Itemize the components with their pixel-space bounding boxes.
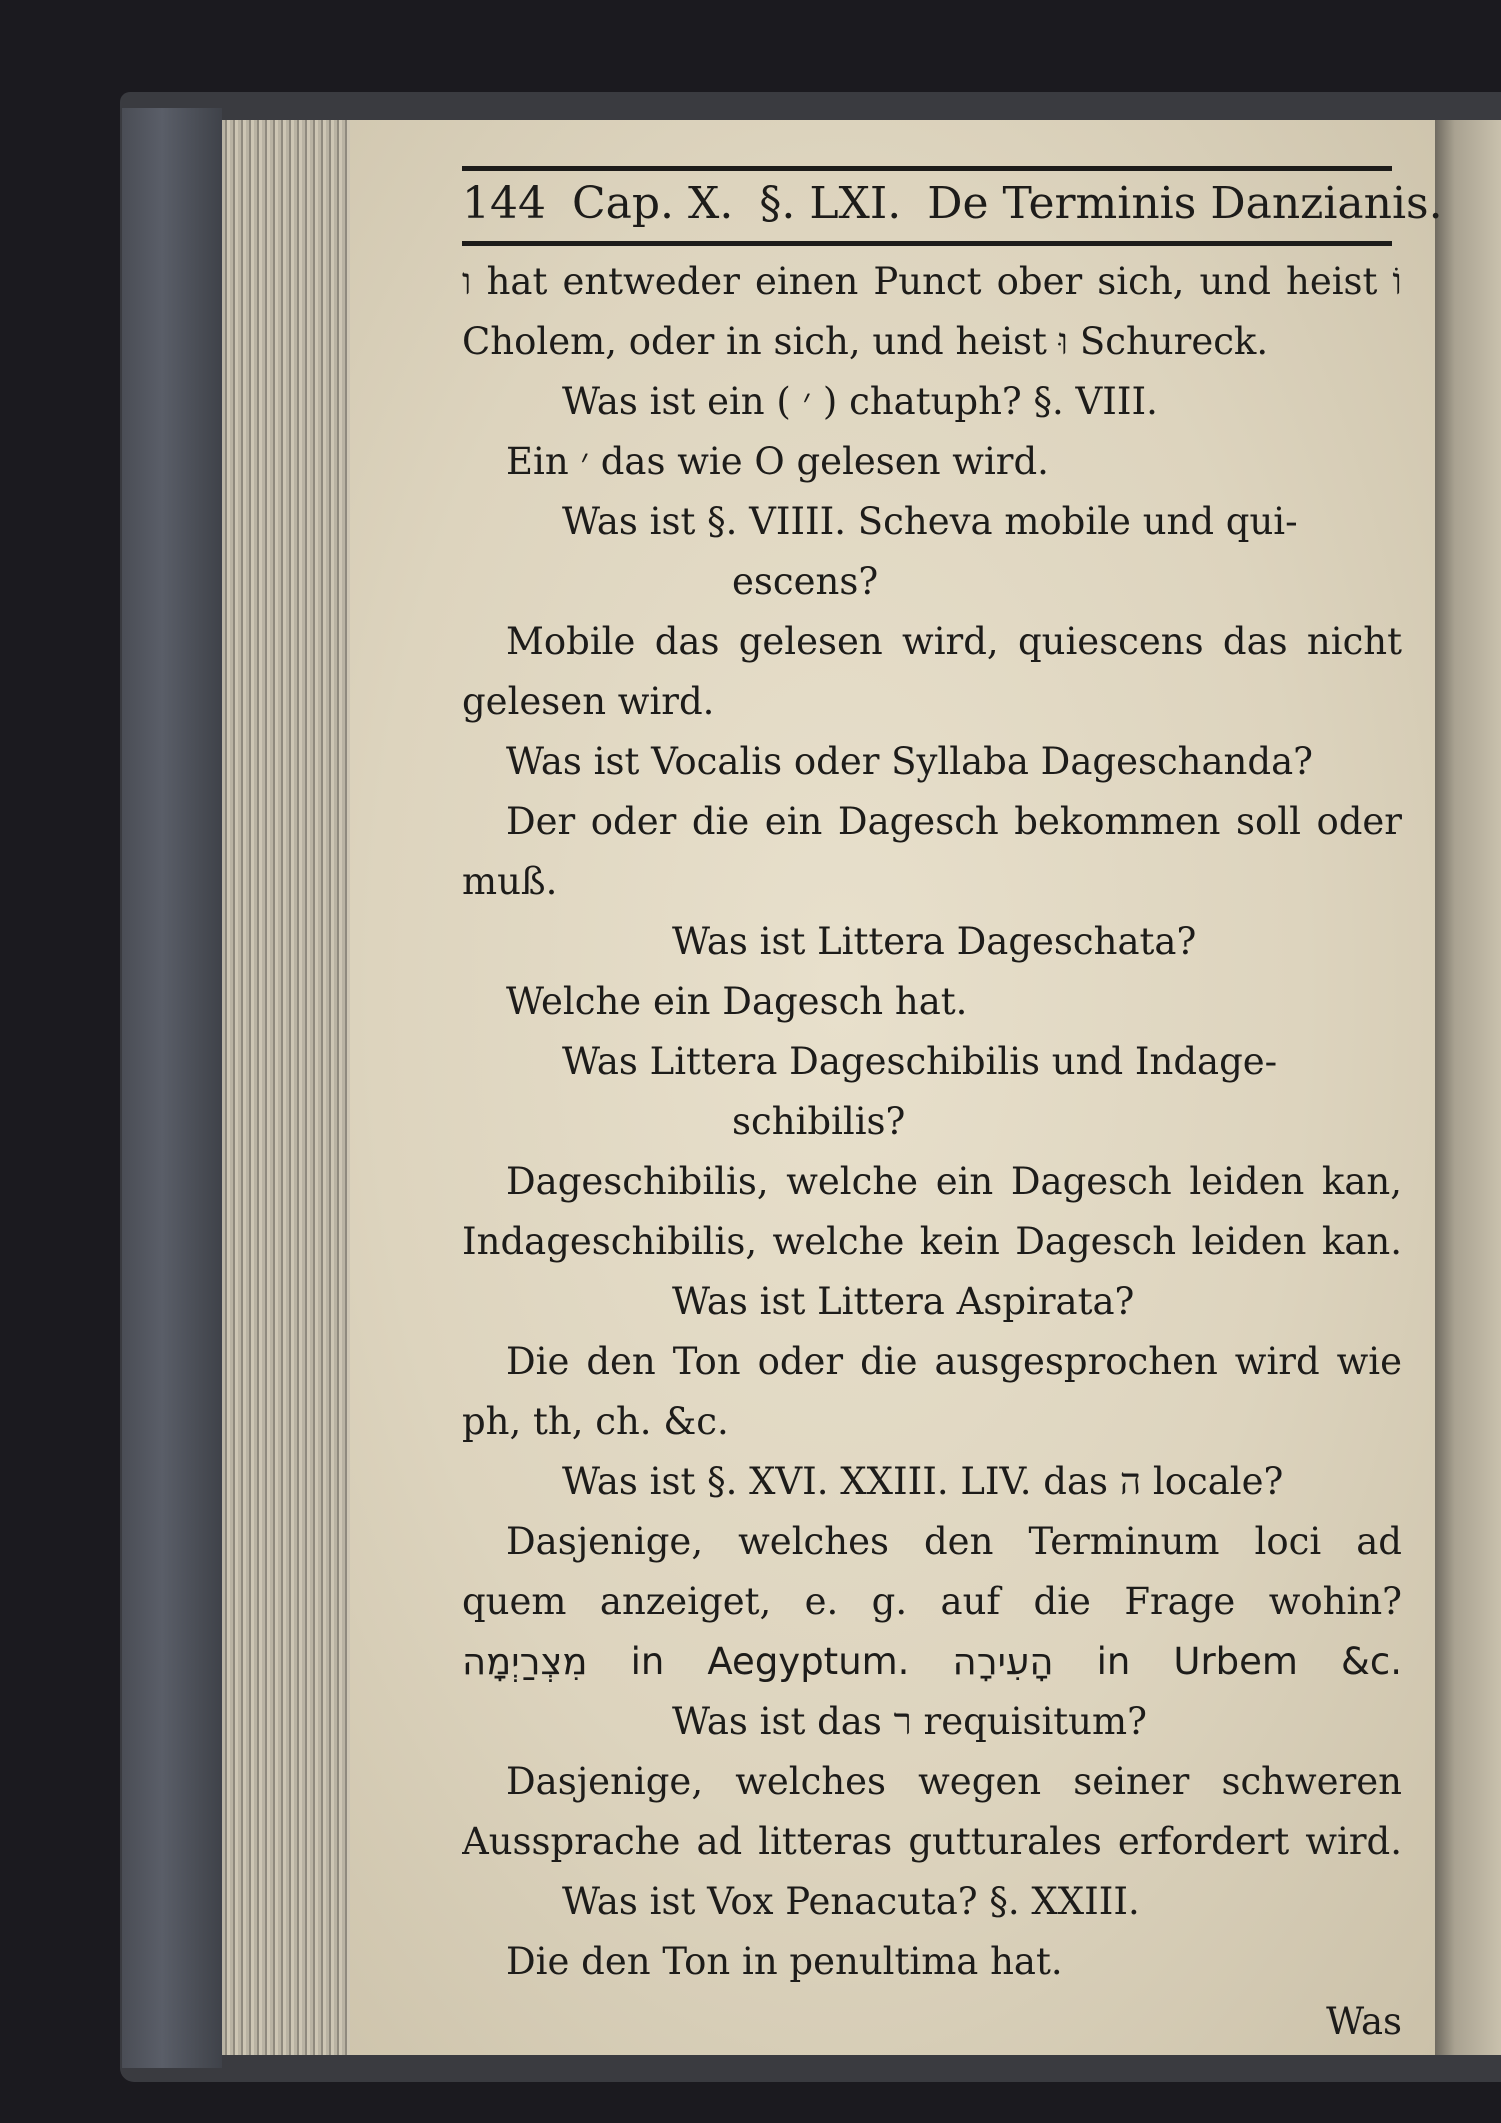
answer-line: ph, th, ch. &c. (462, 1400, 729, 1443)
page-body (462, 252, 1402, 2052)
catchword: Was (1326, 2000, 1402, 2043)
question-line: Was ist §. XVI. XXIII. LIV. das ה locale? (562, 1460, 1284, 1503)
answer-line: Die den Ton oder die ausgesprochen wird wie (506, 1340, 1402, 1383)
answer-line: Dageschibilis, welche ein Dagesch leiden kan, (506, 1160, 1402, 1203)
question-line: escens? (732, 560, 879, 603)
answer-line: Die den Ton in penultima hat. (506, 1940, 1063, 1983)
book-spine-edge (122, 108, 222, 2068)
question-line: Was ist Vocalis oder Syllaba Dageschanda? (506, 740, 1313, 783)
running-title: De Terminis Danzianis. (927, 178, 1443, 229)
answer-line: Mobile das gelesen wird, quiescens das nicht (506, 620, 1402, 663)
question-line: Was Littera Dageschibilis und Indage- (562, 1040, 1278, 1083)
header-rule-top (462, 166, 1392, 171)
answer-line: מִצְרַיְמָה in Aegyptum. הָעִירָה in Urbem &c. (462, 1640, 1402, 1683)
question-line: Was ist Littera Aspirata? (672, 1280, 1135, 1323)
chapter-label: Cap. X. (571, 178, 734, 229)
header-rule-bottom (462, 241, 1392, 246)
facing-page-edge (1435, 120, 1501, 2055)
answer-line: Indageschibilis, welche kein Dagesch leiden kan. (462, 1220, 1402, 1263)
answer-line: quem anzeiget, e. g. auf die Frage wohin? (462, 1580, 1402, 1623)
text-line: Cholem, oder in sich, und heist וּ Schureck. (462, 320, 1269, 363)
section-label: §. LXI. (759, 178, 902, 229)
text-line: ו hat entweder einen Punct ober sich, und heist וֹ (462, 260, 1402, 303)
answer-line: muß. (462, 860, 558, 903)
question-line: Was ist das ר requisitum? (672, 1700, 1147, 1743)
question-line: Was ist ein ( ׳ ) chatuph? §. VIII. (562, 380, 1158, 423)
answer-line: Ein ׳ das wie O gelesen wird. (506, 440, 1049, 483)
question-line: Was ist Vox Penacuta? §. XXIII. (562, 1880, 1140, 1923)
question-line: schibilis? (732, 1100, 906, 1143)
running-header (462, 178, 1443, 236)
answer-line: Welche ein Dagesch hat. (506, 980, 968, 1023)
answer-line: gelesen wird. (462, 680, 715, 723)
answer-line: Dasjenige, welches den Terminum loci ad (506, 1520, 1402, 1563)
answer-line: Aussprache ad litteras gutturales erfordert wird. (462, 1820, 1402, 1863)
question-line: Was ist Littera Dageschata? (672, 920, 1197, 963)
answer-line: Dasjenige, welches wegen seiner schweren (506, 1760, 1402, 1803)
page-number: 144 (462, 178, 546, 229)
question-line: Was ist §. VIIII. Scheva mobile und qui- (562, 500, 1298, 543)
answer-line: Der oder die ein Dagesch bekommen soll oder (506, 800, 1402, 843)
page-stack (222, 120, 352, 2055)
